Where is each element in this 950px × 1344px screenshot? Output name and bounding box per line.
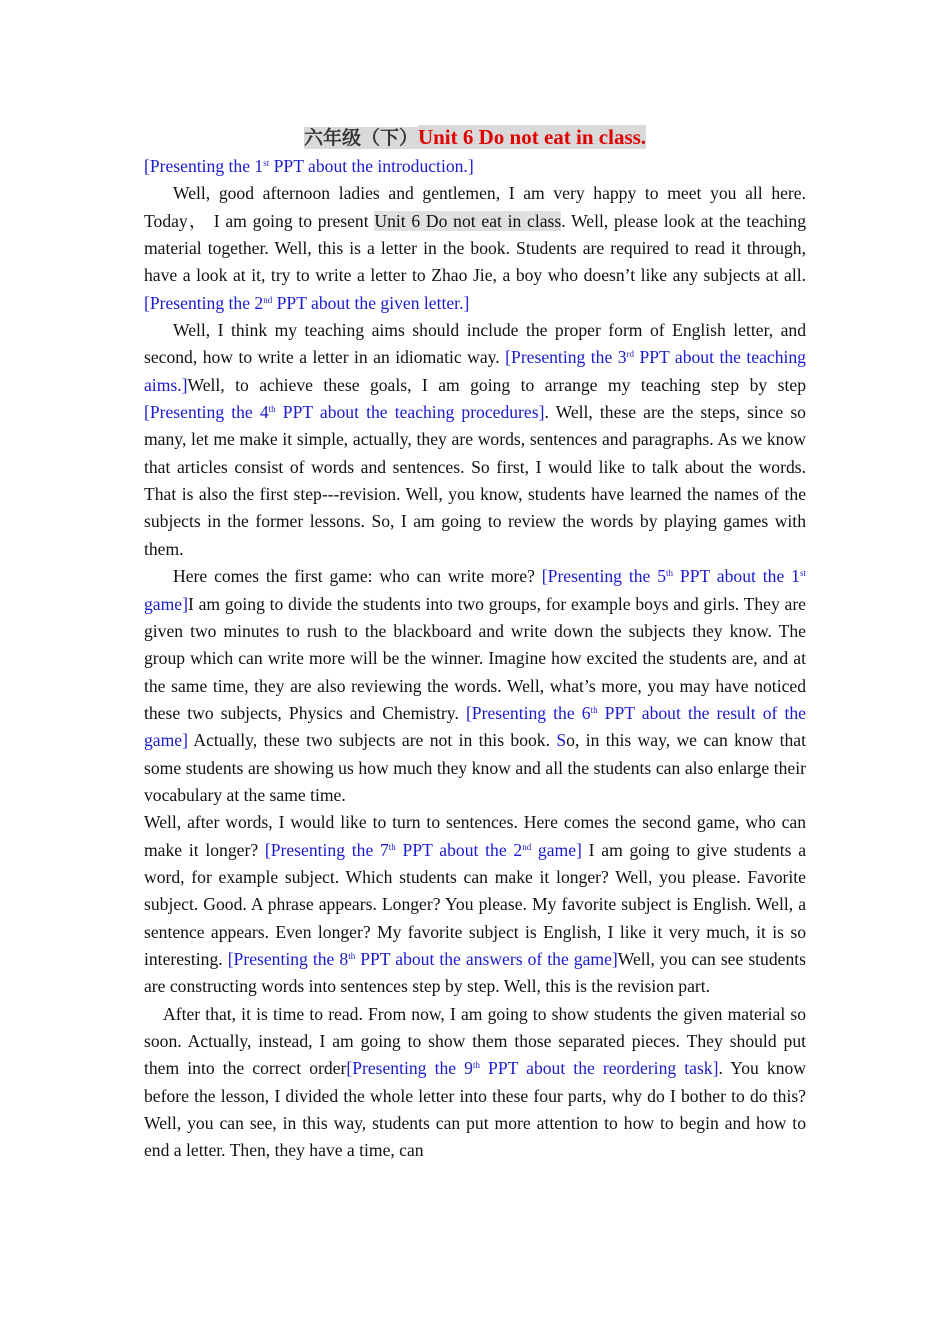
paragraph-2: Well, I think my teaching aims should include the proper form of English letter, and second, how to write a letter in an idiomatic way. [Presenting the 3rd PPT about the teaching aims.]Well, to achieve these goals, I am going to arrange my teaching step by step [Presenting the 4th PPT about the teaching procedures]. Well, these are the steps, since so many, let me make it simple, actually, they are words, sentences and paragraphs. As we know that articles consist of words and sentences. So first, I would like to talk about the words. That is also the first step---revision. Well, you know, students have learned the names of the subjects in the former lessons. So, I am going to review the words by playing games with them. <box>144 320 806 559</box>
document-page <box>144 122 806 1165</box>
paragraph-1: Well, good afternoon ladies and gentlemen, I am very happy to meet you all here. Today， I am going to present Unit 6 Do not eat in class. Well, please look at the teaching material together. Well, this is a letter in the book. Students are required to read it through, have a look at it, try to write a letter to Zhao Jie, a boy who doesn’t like any subjects at all. [Presenting the 2nd PPT about the given letter.] <box>144 183 806 313</box>
ppt-tag-2: [Presenting the 2nd PPT about the given letter.] <box>144 292 470 313</box>
title-english: Unit 6 Do not eat in class. <box>417 125 647 149</box>
ppt-tag-3: [Presenting the 3rd PPT about the teaching aims.] <box>144 347 806 395</box>
highlighted-unit-title: Unit 6 Do not eat in class <box>374 210 562 231</box>
title-chinese: 六年级（下） <box>303 127 418 149</box>
intro-tag: [Presenting the 1st PPT about the introduction.] <box>144 156 474 176</box>
document-title <box>144 122 806 153</box>
ppt-tag-6: [Presenting the 6th PPT about the result of the game] <box>144 702 806 751</box>
paragraph-4: Well, after words, I would like to turn to sentences. Here comes the second game, who can make it longer? [Presenting the 7th PPT about the 2nd game] I am going to give students a word, for example subject. Which students can make it longer? Well, you please. Favorite subject. Good. A phrase appears. Longer? You please. My favorite subject is English. Well, a sentence appears. Even longer? My favorite subject is English, I like it very much, it is so interesting. [Presenting the 8th PPT about the answers of the game]Well, you can see students are constructing words into sentences step by step. Well, this is the revision part. <box>144 812 807 997</box>
ppt-tag-9: [Presenting the 9th PPT about the reordering task] <box>346 1058 719 1079</box>
ppt-tag-5: [Presenting the 5th PPT about the 1st game] <box>144 566 806 614</box>
ppt-tag-7: [Presenting the 7th PPT about the 2nd game] <box>264 839 582 860</box>
ppt-tag-8: [Presenting the 8th PPT about the answers of the game] <box>227 948 618 969</box>
paragraph-5: After that, it is time to read. From now, I am going to show students the given material so soon. Actually, instead, I am going to show them those separated pieces. They should put them into the correct order[Presenting the 9th PPT about the reordering task]. You know before the lesson, I divided the whole letter into these four parts, why do I bother to do this? Well, you can see, in this way, students can put more attention to how to begin and how to end a letter. Then, they have a time, can <box>144 1003 807 1161</box>
ppt-tag-4: [Presenting the 4th PPT about the teaching procedures] <box>144 402 545 423</box>
paragraph-3: Here comes the first game: who can write more? [Presenting the 5th PPT about the 1st game]I am going to divide the students into two groups, for example boys and girls. They are given two minutes to rush to the blackboard and write down the subjects they know. The group which can write more will be the winner. Imagine how excited the students are, and at the same time, they are also reviewing the words. Well, what’s more, you may have noticed these two subjects, Physics and Chemistry. [Presenting the 6th PPT about the result of the game] Actually, these two subjects are not in this book. So, in this way, we can know that some students are showing us how much they know and all the students can also enlarge their vocabulary at the same time. <box>144 566 806 805</box>
